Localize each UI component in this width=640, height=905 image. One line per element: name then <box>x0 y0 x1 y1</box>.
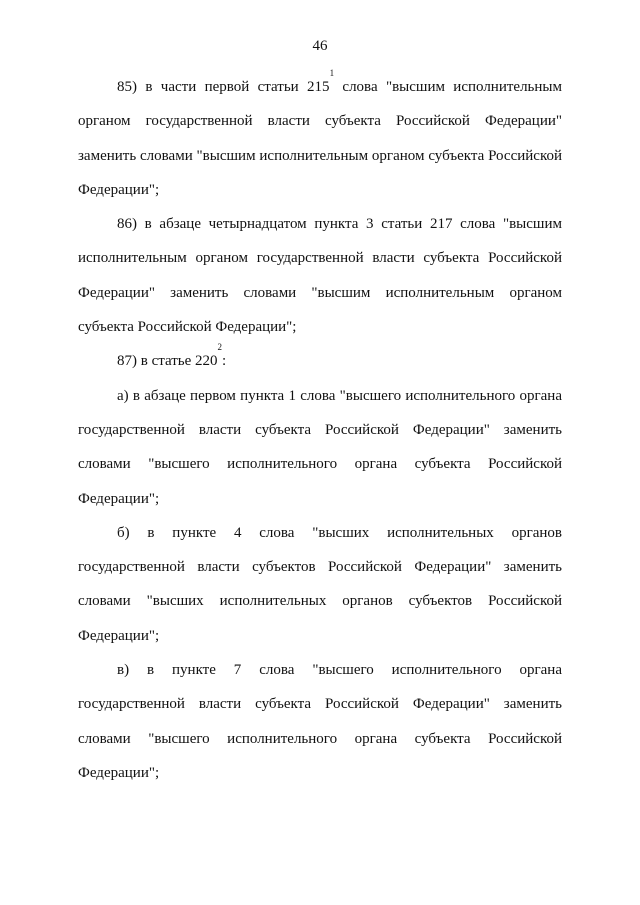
text-segment: Федерации" заменить словами "высшим исполнительным органом <box>78 284 562 301</box>
text-segment: 86) в абзаце четырнадцатом пункта 3 статьи 217 слова "высшим <box>117 216 562 233</box>
text-line <box>78 447 562 481</box>
text-line <box>78 482 562 516</box>
text-line <box>78 139 562 173</box>
text-line <box>78 516 562 550</box>
text-segment: субъекта Российской Федерации"; <box>78 319 297 336</box>
text-line <box>78 70 562 104</box>
paragraph-6 <box>78 653 562 790</box>
text-segment: словами "высшего исполнительного органа субъекта Российской <box>78 456 562 473</box>
text-segment: государственной власти субъектов Российской Федерации" заменить <box>78 559 562 576</box>
text-line <box>78 276 562 310</box>
superscript-number: 1 <box>329 68 335 78</box>
text-line <box>78 173 562 207</box>
text-segment: 85) в части первой статьи 215 <box>117 79 330 95</box>
text-line <box>78 241 562 275</box>
text-line <box>78 653 562 687</box>
text-line <box>78 584 562 618</box>
paragraph-5 <box>78 516 562 653</box>
text-segment: органом государственной власти субъекта Российской Федерации" <box>78 113 562 130</box>
text-segment: словами "высшего исполнительного органа субъекта Российской <box>78 730 562 747</box>
text-line <box>78 722 562 756</box>
text-segment: государственной власти субъекта Российской Федерации" заменить <box>78 421 562 438</box>
text-line <box>78 550 562 584</box>
superscript-number: 2 <box>217 342 223 353</box>
text-segment: а) в абзаце первом пункта 1 слова "высшего исполнительного органа <box>117 387 562 404</box>
paragraph-1 <box>78 70 562 207</box>
text-segment: слова "высшим исполнительным <box>334 79 562 95</box>
paragraph-2 <box>78 207 562 344</box>
text-segment: б) в пункте 4 слова "высших исполнительных органов <box>117 524 562 541</box>
page-number: 46 <box>312 38 328 54</box>
document-body <box>78 70 562 790</box>
paragraph-4 <box>78 379 562 516</box>
text-segment: Федерации"; <box>78 627 160 644</box>
text-line <box>78 379 562 413</box>
text-line <box>78 619 562 653</box>
text-segment: заменить словами "высшим исполнительным органом субъекта Российской <box>78 147 562 164</box>
text-segment: Федерации"; <box>78 181 160 198</box>
text-segment: Федерации"; <box>78 490 160 507</box>
text-line <box>78 687 562 721</box>
text-segment: Федерации"; <box>78 764 160 781</box>
text-segment: словами "высших исполнительных органов субъектов Российской <box>78 593 562 610</box>
text-line <box>78 207 562 241</box>
text-line <box>78 756 562 790</box>
text-segment: в) в пункте 7 слова "высшего исполнительного органа <box>117 662 562 679</box>
text-line <box>78 310 562 344</box>
text-segment: государственной власти субъекта Российской Федерации" заменить <box>78 696 562 713</box>
text-line <box>78 413 562 447</box>
text-segment: 87) в статье 220 <box>117 353 218 370</box>
text-line <box>78 104 562 138</box>
text-segment: исполнительным органом государственной власти субъекта Российской <box>78 250 562 267</box>
paragraph-3 <box>78 344 562 378</box>
text-segment: : <box>222 353 227 370</box>
text-line <box>78 344 562 378</box>
